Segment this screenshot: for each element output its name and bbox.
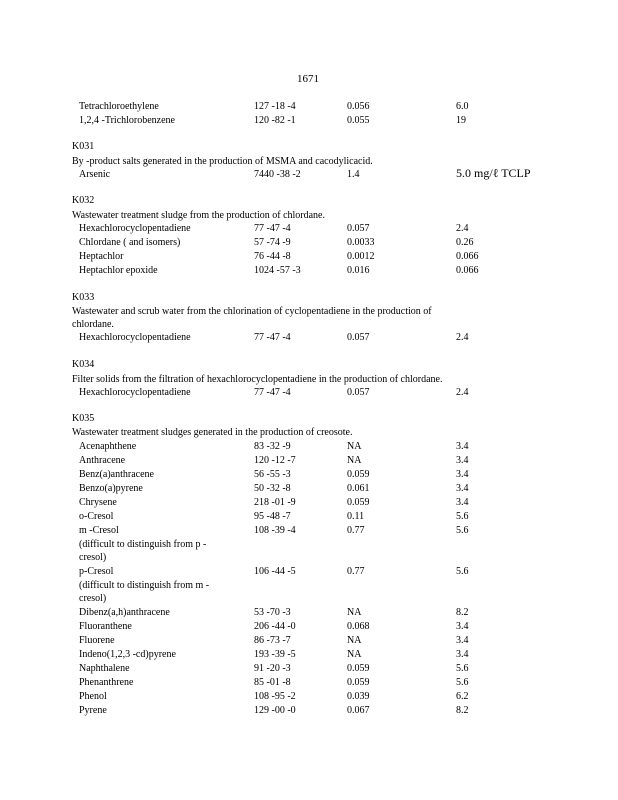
cas-number: 91 -20 -3 (254, 663, 291, 674)
wastewater-conc: 0.056 (347, 101, 370, 112)
cas-number: 76 -44 -8 (254, 251, 291, 262)
wastewater-conc: 0.057 (347, 387, 370, 398)
table-row (0, 634, 618, 648)
cas-number: 218 -01 -9 (254, 497, 296, 508)
constituent-name: Naphthalene (79, 663, 130, 674)
constituent-note: cresol) (79, 552, 107, 563)
constituent-name: Heptachlor epoxide (79, 265, 158, 276)
cas-number: 83 -32 -9 (254, 441, 291, 452)
cas-number: 120 -82 -1 (254, 115, 296, 126)
cas-number: 108 -39 -4 (254, 525, 296, 536)
nonwastewater-std: 0.066 (456, 265, 479, 276)
constituent-name: o-Cresol (79, 511, 114, 522)
nonwastewater-std: 8.2 (456, 705, 469, 716)
nonwastewater-std: 3.4 (456, 469, 469, 480)
constituent-name: Benz(a)anthracene (79, 469, 154, 480)
constituent-name: Pyrene (79, 705, 107, 716)
nonwastewater-std: 3.4 (456, 649, 469, 660)
constituent-name: Indeno(1,2,3 -cd)pyrene (79, 649, 176, 660)
cas-number: 193 -39 -5 (254, 649, 296, 660)
table-row (0, 250, 618, 264)
waste-description-k031: By -product salts generated in the production of MSMA and cacodylicacid. (72, 156, 373, 167)
cas-number: 50 -32 -8 (254, 483, 291, 494)
cas-number: 85 -01 -8 (254, 677, 291, 688)
waste-description-k033: Wastewater and scrub water from the chlorination of cyclopentadiene in the production of (72, 306, 432, 317)
wastewater-conc: 0.0033 (347, 237, 375, 248)
constituent-name: Acenaphthene (79, 441, 137, 452)
table-row-note (0, 579, 618, 593)
nonwastewater-std: 5.6 (456, 511, 469, 522)
cas-number: 127 -18 -4 (254, 101, 296, 112)
nonwastewater-std: 5.6 (456, 566, 469, 577)
table-row-note (0, 551, 618, 565)
table-row (0, 620, 618, 634)
table-row (0, 676, 618, 690)
nonwastewater-std: 5.6 (456, 677, 469, 688)
wastewater-conc: 1.4 (347, 169, 360, 180)
waste-code-k035: K035 (72, 413, 95, 424)
cas-number: 7440 -38 -2 (254, 169, 301, 180)
cas-number: 86 -73 -7 (254, 635, 291, 646)
wastewater-conc: 0.77 (347, 525, 365, 536)
wastewater-conc: NA (347, 455, 362, 466)
wastewater-conc: 0.057 (347, 223, 370, 234)
table-row (0, 236, 618, 250)
constituent-name: Fluorene (79, 635, 115, 646)
constituent-name: m -Cresol (79, 525, 119, 536)
wastewater-conc: NA (347, 635, 362, 646)
wastewater-conc: 0.068 (347, 621, 370, 632)
wastewater-conc: 0.0012 (347, 251, 375, 262)
page-number: 1671 (297, 73, 319, 85)
wastewater-conc: 0.11 (347, 511, 365, 522)
table-row-note (0, 592, 618, 606)
constituent-name: Benzo(a)pyrene (79, 483, 143, 494)
wastewater-conc: 0.057 (347, 332, 370, 343)
nonwastewater-std: 3.4 (456, 483, 469, 494)
cas-number: 77 -47 -4 (254, 223, 291, 234)
nonwastewater-std: 6.2 (456, 691, 469, 702)
constituent-name: Phenol (79, 691, 107, 702)
waste-code-k031: K031 (72, 141, 95, 152)
wastewater-conc: 0.059 (347, 469, 370, 480)
constituent-name: Hexachlorocyclopentadiene (79, 223, 191, 234)
cas-number: 206 -44 -0 (254, 621, 296, 632)
table-row (0, 454, 618, 468)
wastewater-conc: 0.016 (347, 265, 370, 276)
constituent-name: Hexachlorocyclopentadiene (79, 332, 191, 343)
constituent-name: Arsenic (79, 169, 111, 180)
cas-number: 108 -95 -2 (254, 691, 296, 702)
table-row (0, 331, 618, 345)
nonwastewater-std: 3.4 (456, 497, 469, 508)
constituent-name: Hexachlorocyclopentadiene (79, 387, 191, 398)
nonwastewater-std: 5.6 (456, 525, 469, 536)
nonwastewater-std: 0.26 (456, 237, 474, 248)
cas-number: 106 -44 -5 (254, 566, 296, 577)
nonwastewater-std: 19 (456, 115, 466, 126)
constituent-note: (difficult to distinguish from p - (79, 539, 207, 550)
table-row (0, 168, 618, 182)
wastewater-conc: NA (347, 607, 362, 618)
constituent-name: Anthracene (79, 455, 126, 466)
table-row (0, 565, 618, 579)
table-row (0, 386, 618, 400)
waste-description-k033-cont: chlordane. (72, 319, 114, 330)
wastewater-conc: 0.059 (347, 677, 370, 688)
table-row (0, 704, 618, 718)
constituent-name: Heptachlor (79, 251, 124, 262)
nonwastewater-std: 2.4 (456, 387, 469, 398)
wastewater-conc: 0.061 (347, 483, 370, 494)
cas-number: 95 -48 -7 (254, 511, 291, 522)
constituent-name: p-Cresol (79, 566, 114, 577)
nonwastewater-std: 3.4 (456, 455, 469, 466)
nonwastewater-std: 3.4 (456, 441, 469, 452)
waste-description-k035: Wastewater treatment sludges generated in the production of creosote. (72, 427, 353, 438)
nonwastewater-std: 3.4 (456, 621, 469, 632)
nonwastewater-std: 6.0 (456, 101, 469, 112)
nonwastewater-std: 5.0 mg/ℓ TCLP (456, 166, 531, 180)
table-row (0, 524, 618, 538)
constituent-name: Phenanthrene (79, 677, 134, 688)
table-row (0, 510, 618, 524)
waste-description-k034: Filter solids from the filtration of hexachlorocyclopentadiene in the production of chlordane. (72, 374, 443, 385)
table-row (0, 100, 618, 114)
constituent-name: Chrysene (79, 497, 117, 508)
wastewater-conc: 0.055 (347, 115, 370, 126)
constituent-name: Tetrachloroethylene (79, 101, 159, 112)
waste-code-k033: K033 (72, 292, 95, 303)
wastewater-conc: 0.067 (347, 705, 370, 716)
constituent-name: Chlordane ( and isomers) (79, 237, 181, 248)
table-row (0, 606, 618, 620)
waste-description-k032: Wastewater treatment sludge from the production of chlordane. (72, 210, 325, 221)
cas-number: 129 -00 -0 (254, 705, 296, 716)
constituent-note: cresol) (79, 593, 107, 604)
cas-number: 120 -12 -7 (254, 455, 296, 466)
table-row (0, 482, 618, 496)
cas-number: 56 -55 -3 (254, 469, 291, 480)
nonwastewater-std: 8.2 (456, 607, 469, 618)
constituent-name: Dibenz(a,h)anthracene (79, 607, 170, 618)
waste-code-k032: K032 (72, 195, 95, 206)
wastewater-conc: NA (347, 441, 362, 452)
nonwastewater-std: 2.4 (456, 332, 469, 343)
cas-number: 57 -74 -9 (254, 237, 291, 248)
constituent-name: 1,2,4 -Trichlorobenzene (79, 115, 175, 126)
waste-code-k034: K034 (72, 359, 95, 370)
table-row (0, 440, 618, 454)
wastewater-conc: 0.039 (347, 691, 370, 702)
nonwastewater-std: 5.6 (456, 663, 469, 674)
constituent-name: Fluoranthene (79, 621, 132, 632)
table-row (0, 114, 618, 128)
cas-number: 77 -47 -4 (254, 332, 291, 343)
table-row (0, 662, 618, 676)
wastewater-conc: 0.77 (347, 566, 365, 577)
table-row (0, 222, 618, 236)
constituent-note: (difficult to distinguish from m - (79, 580, 210, 591)
table-row-note (0, 538, 618, 552)
cas-number: 77 -47 -4 (254, 387, 291, 398)
cas-number: 53 -70 -3 (254, 607, 291, 618)
wastewater-conc: 0.059 (347, 663, 370, 674)
table-row (0, 468, 618, 482)
cas-number: 1024 -57 -3 (254, 265, 301, 276)
table-row (0, 496, 618, 510)
table-row (0, 690, 618, 704)
nonwastewater-std: 0.066 (456, 251, 479, 262)
wastewater-conc: NA (347, 649, 362, 660)
wastewater-conc: 0.059 (347, 497, 370, 508)
nonwastewater-std: 2.4 (456, 223, 469, 234)
table-row (0, 648, 618, 662)
nonwastewater-std: 3.4 (456, 635, 469, 646)
table-row (0, 264, 618, 278)
